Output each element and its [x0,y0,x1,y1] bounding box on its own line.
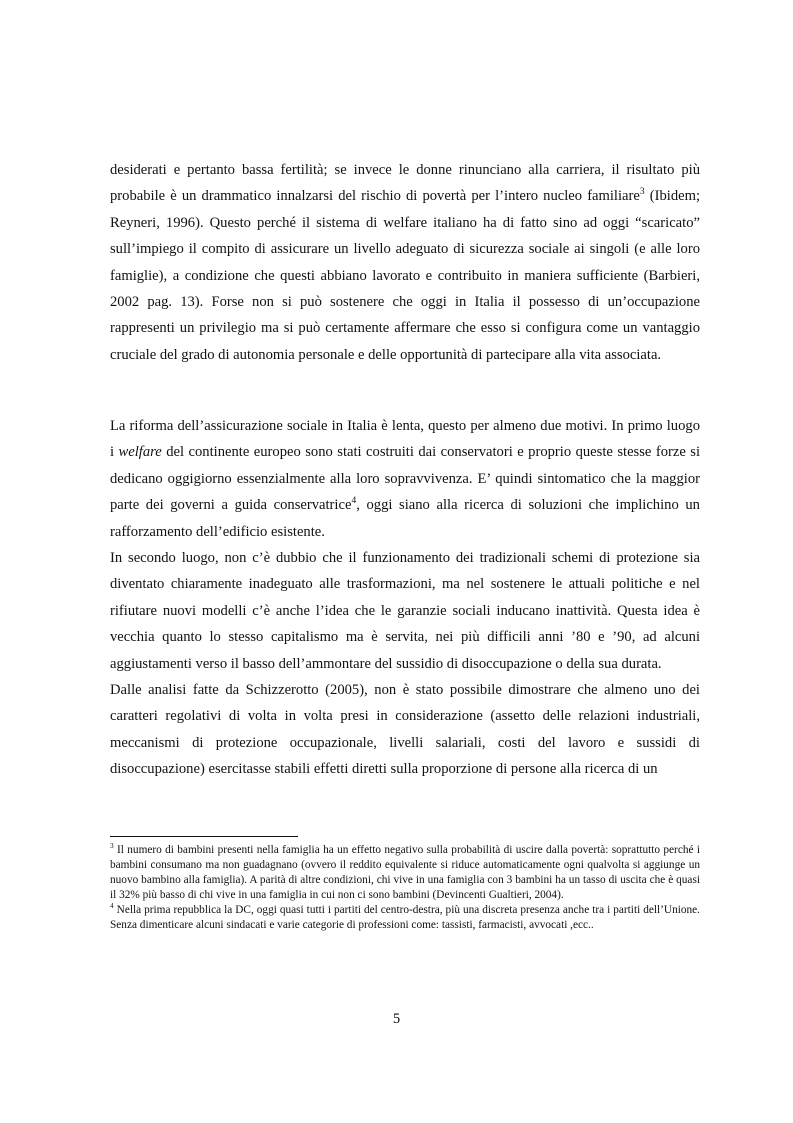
footnote-3 [110,843,700,903]
footnote-4 [110,900,700,933]
paragraph-1-tail: (Ibidem; Reyneri, 1996). Questo perché il sistema di welfare italiano ha di fatto sino ad oggi “scaricato” sull’impiego il compito di assicurare un livello adeguato di sicurezza sociale ai singoli (e alle loro famiglie), a condizione che questi abbiano lavorato e contribuito in maniera sufficiente (Barbieri, 2002 pag. 13). Forse non si può sostenere che oggi in Italia il possesso di un’occupazione rappresenti un privilegio ma si può certamente affermare che esso si configura come un vantaggio cruciale del grado di autonomia personale e delle opportunità di partecipare alla vita associata. [110,188,700,363]
paragraph-2-lead: La riforma dell’assicurazione sociale in Italia è lenta, questo per almeno due motivi. In primo luogo i [110,418,700,461]
paragraph-4: Dalle analisi fatte da Schizzerotto (2005), non è stato possibile dimostrare che almeno uno dei caratteri regolativi di volta in volta presi in considerazione (assetto delle relazioni industriali, meccanismi di protezione occupazionale, livelli salariali, costi del lavoro e sussidi di disoccupazione) esercitasse stabili effetti diretti sulla proporzione di persone alla ricerca di un [110,682,700,778]
paragraph-2-tail: , oggi siano alla ricerca di soluzioni che implichino un rafforzamento dell’edificio esistente. [110,497,700,540]
footnote-3-text: Il numero di bambini presenti nella famiglia ha un effetto negativo sulla probabilità di uscire dalla povertà: soprattutto perché i bambini consumano ma non guadagnano (ovvero il reddito equivalente si riduce automaticamente ogni qualvolta si aggiunge un nuovo bambino alla famiglia). A parità di altre condizioni, chi vive in una famiglia con 3 bambini ha un tasso di uscita che è quasi il 32% più basso di chi vive in una famiglia in cui non ci sono bambini (Devincenti Gualtieri, 2004). [110,844,700,901]
paragraph-3: In secondo luogo, non c’è dubbio che il funzionamento dei tradizionali schemi di protezione sia diventato chiaramente inadeguato alle trasformazioni, ma nel sostenere le attuali politiche e nel rifiutare nuovi modelli c’è anche l’idea che le garanzie sociali inducano inattività. Questa idea è vecchia quanto lo stesso capitalismo ma è servita, nei più difficili anni ’80 e ’90, ad alcuni aggiustamenti verso il basso dell’ammontare del sussidio di disoccupazione o della sua durata. [110,550,700,672]
paragraph-1-text: desiderati e pertanto bassa fertilità; se invece le donne rinunciano alla carriera, il risultato più probabile è un drammatico innalzarsi del rischio di povertà per l’intero nucleo familiare [110,162,700,205]
footnote-number-4: 4 [110,900,114,910]
paragraph-2-mid: del continente europeo sono stati costruiti dai conservatori e proprio queste stesse forze si dedicano oggigiorno essenzialmente alla loro sopravvivenza. E’ quindi sintomatico che la maggior parte dei governi a guida conservatrice [110,444,701,514]
footnotes-section [110,843,700,932]
page-number: 5 [392,1011,401,1027]
paragraph-1 [110,157,700,368]
footnote-number-3: 3 [110,841,114,851]
paragraph-2 [110,413,700,545]
footnote-ref-4[interactable]: 4 [351,496,357,507]
footnote-ref-3[interactable]: 3 [639,187,645,198]
footnote-4-text: Nella prima repubblica la DC, oggi quasi tutti i partiti del centro-destra, più una discreta presenza anche tra i partiti dell’Unione. Senza dimenticare alcuni sindacati e varie categorie di professioni come: tassisti, farmacisti, avvocati ,ecc.. [110,903,700,931]
footnote-separator [110,836,298,837]
paragraph-2-italic-welfare: welfare [118,444,162,461]
